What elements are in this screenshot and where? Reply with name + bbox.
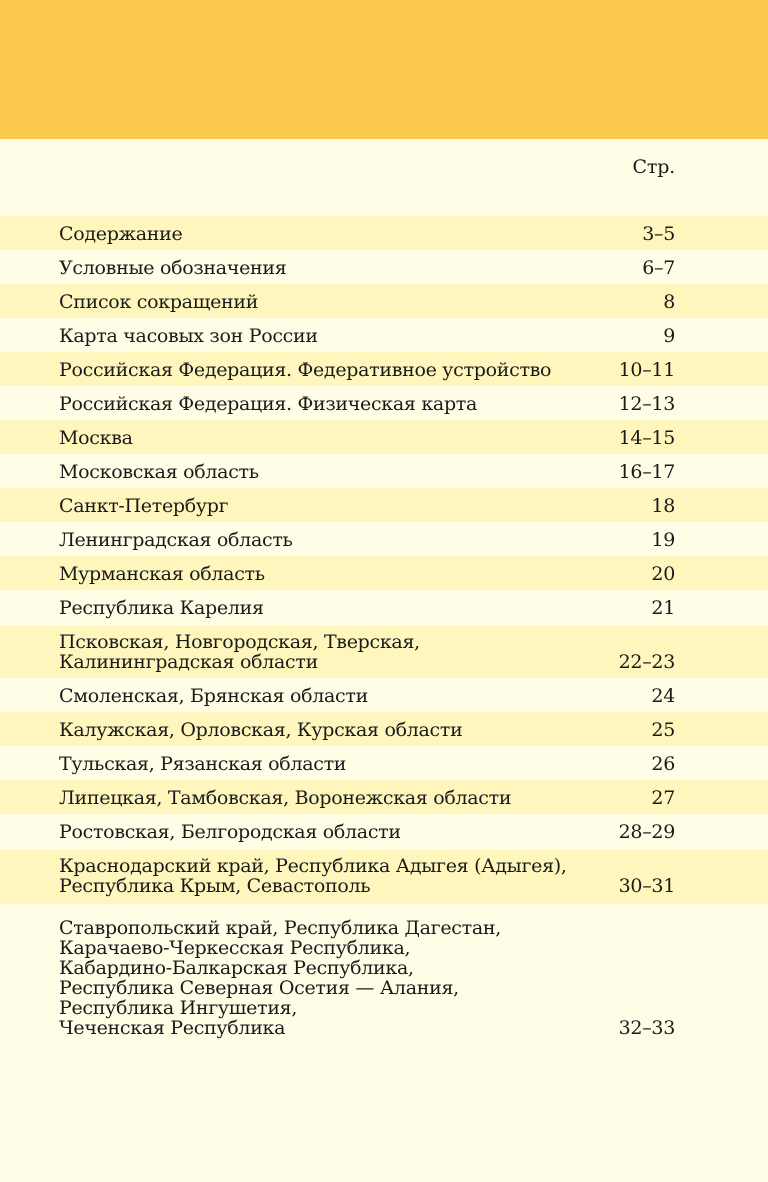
toc-entry-page: 14–15 xyxy=(618,427,675,449)
toc-entry-page: 25 xyxy=(651,719,675,741)
toc-entry-title: Мурманская область xyxy=(59,563,265,585)
toc-entry-title: Ленинградская область xyxy=(59,529,293,551)
toc-entry-page: 22–23 xyxy=(618,651,675,673)
toc-entry-title: Содержание xyxy=(59,223,183,245)
toc-entry-page: 10–11 xyxy=(618,359,675,381)
toc-entry-page: 28–29 xyxy=(618,821,675,843)
toc-entry-title: Смоленская, Брянская области xyxy=(59,685,368,707)
toc-entry xyxy=(0,850,768,904)
toc-entry xyxy=(0,626,768,678)
toc-entry xyxy=(0,780,768,814)
toc-entry-page: 20 xyxy=(651,563,675,585)
toc-entry xyxy=(0,216,768,250)
toc-entry-page: 30–31 xyxy=(618,875,675,897)
toc-entry-title: Калужская, Орловская, Курская области xyxy=(59,719,463,741)
toc-entry-title: Псковская, Новгородская, Тверская, Калининградская области xyxy=(59,631,420,673)
toc-entry xyxy=(0,522,768,556)
toc-entry xyxy=(0,712,768,746)
toc-entry-title: Российская Федерация. Физическая карта xyxy=(59,393,478,415)
toc-entry-title: Ставропольский край, Республика Дагестан, Карачаево-Черкесская Республика, Кабардино-Балкарская Республика, Республика Северная Осетия — Алания, Республика Ингушетия, Чеченская Республика xyxy=(59,917,501,1039)
toc-entry-title: Москва xyxy=(59,427,133,449)
header-band xyxy=(0,0,768,139)
toc-entry-page: 9 xyxy=(663,325,675,347)
toc-entry xyxy=(0,814,768,850)
toc-entry xyxy=(0,284,768,318)
toc-entry xyxy=(0,590,768,626)
toc-entry xyxy=(0,904,768,1044)
toc-entry xyxy=(0,746,768,780)
toc-entry-title: Санкт-Петербург xyxy=(59,495,229,517)
toc-entry-page: 27 xyxy=(651,787,675,809)
toc-entry-title: Липецкая, Тамбовская, Воронежская области xyxy=(59,787,512,809)
toc-entry xyxy=(0,318,768,352)
toc-entry xyxy=(0,556,768,590)
toc-entry-page: 8 xyxy=(663,291,675,313)
toc-entry xyxy=(0,420,768,454)
table-of-contents xyxy=(0,216,768,1044)
toc-entry-page: 18 xyxy=(651,495,675,517)
toc-entry-page: 16–17 xyxy=(618,461,675,483)
toc-entry-title: Республика Карелия xyxy=(59,597,264,619)
toc-entry-page: 21 xyxy=(651,597,675,619)
toc-entry-page: 6–7 xyxy=(642,257,675,279)
toc-entry xyxy=(0,352,768,386)
toc-entry-page: 26 xyxy=(651,753,675,775)
toc-entry-title: Карта часовых зон России xyxy=(59,325,318,347)
toc-entry xyxy=(0,250,768,284)
page-column-label: Стр. xyxy=(632,156,675,178)
toc-entry-page: 24 xyxy=(651,685,675,707)
toc-entry xyxy=(0,386,768,420)
toc-entry xyxy=(0,678,768,712)
toc-entry-title: Список сокращений xyxy=(59,291,259,313)
toc-entry-title: Тульская, Рязанская области xyxy=(59,753,347,775)
toc-entry-title: Ростовская, Белгородская области xyxy=(59,821,401,843)
toc-entry-title: Краснодарский край, Республика Адыгея (Адыгея), Республика Крым, Севастополь xyxy=(59,855,567,897)
toc-entry xyxy=(0,488,768,522)
toc-entry-page: 32–33 xyxy=(618,1017,675,1039)
toc-entry xyxy=(0,454,768,488)
toc-entry-page: 19 xyxy=(651,529,675,551)
toc-entry-title: Московская область xyxy=(59,461,259,483)
toc-entry-page: 3–5 xyxy=(642,223,675,245)
toc-entry-page: 12–13 xyxy=(618,393,675,415)
toc-entry-title: Условные обозначения xyxy=(59,257,287,279)
toc-entry-title: Российская Федерация. Федеративное устройство xyxy=(59,359,552,381)
